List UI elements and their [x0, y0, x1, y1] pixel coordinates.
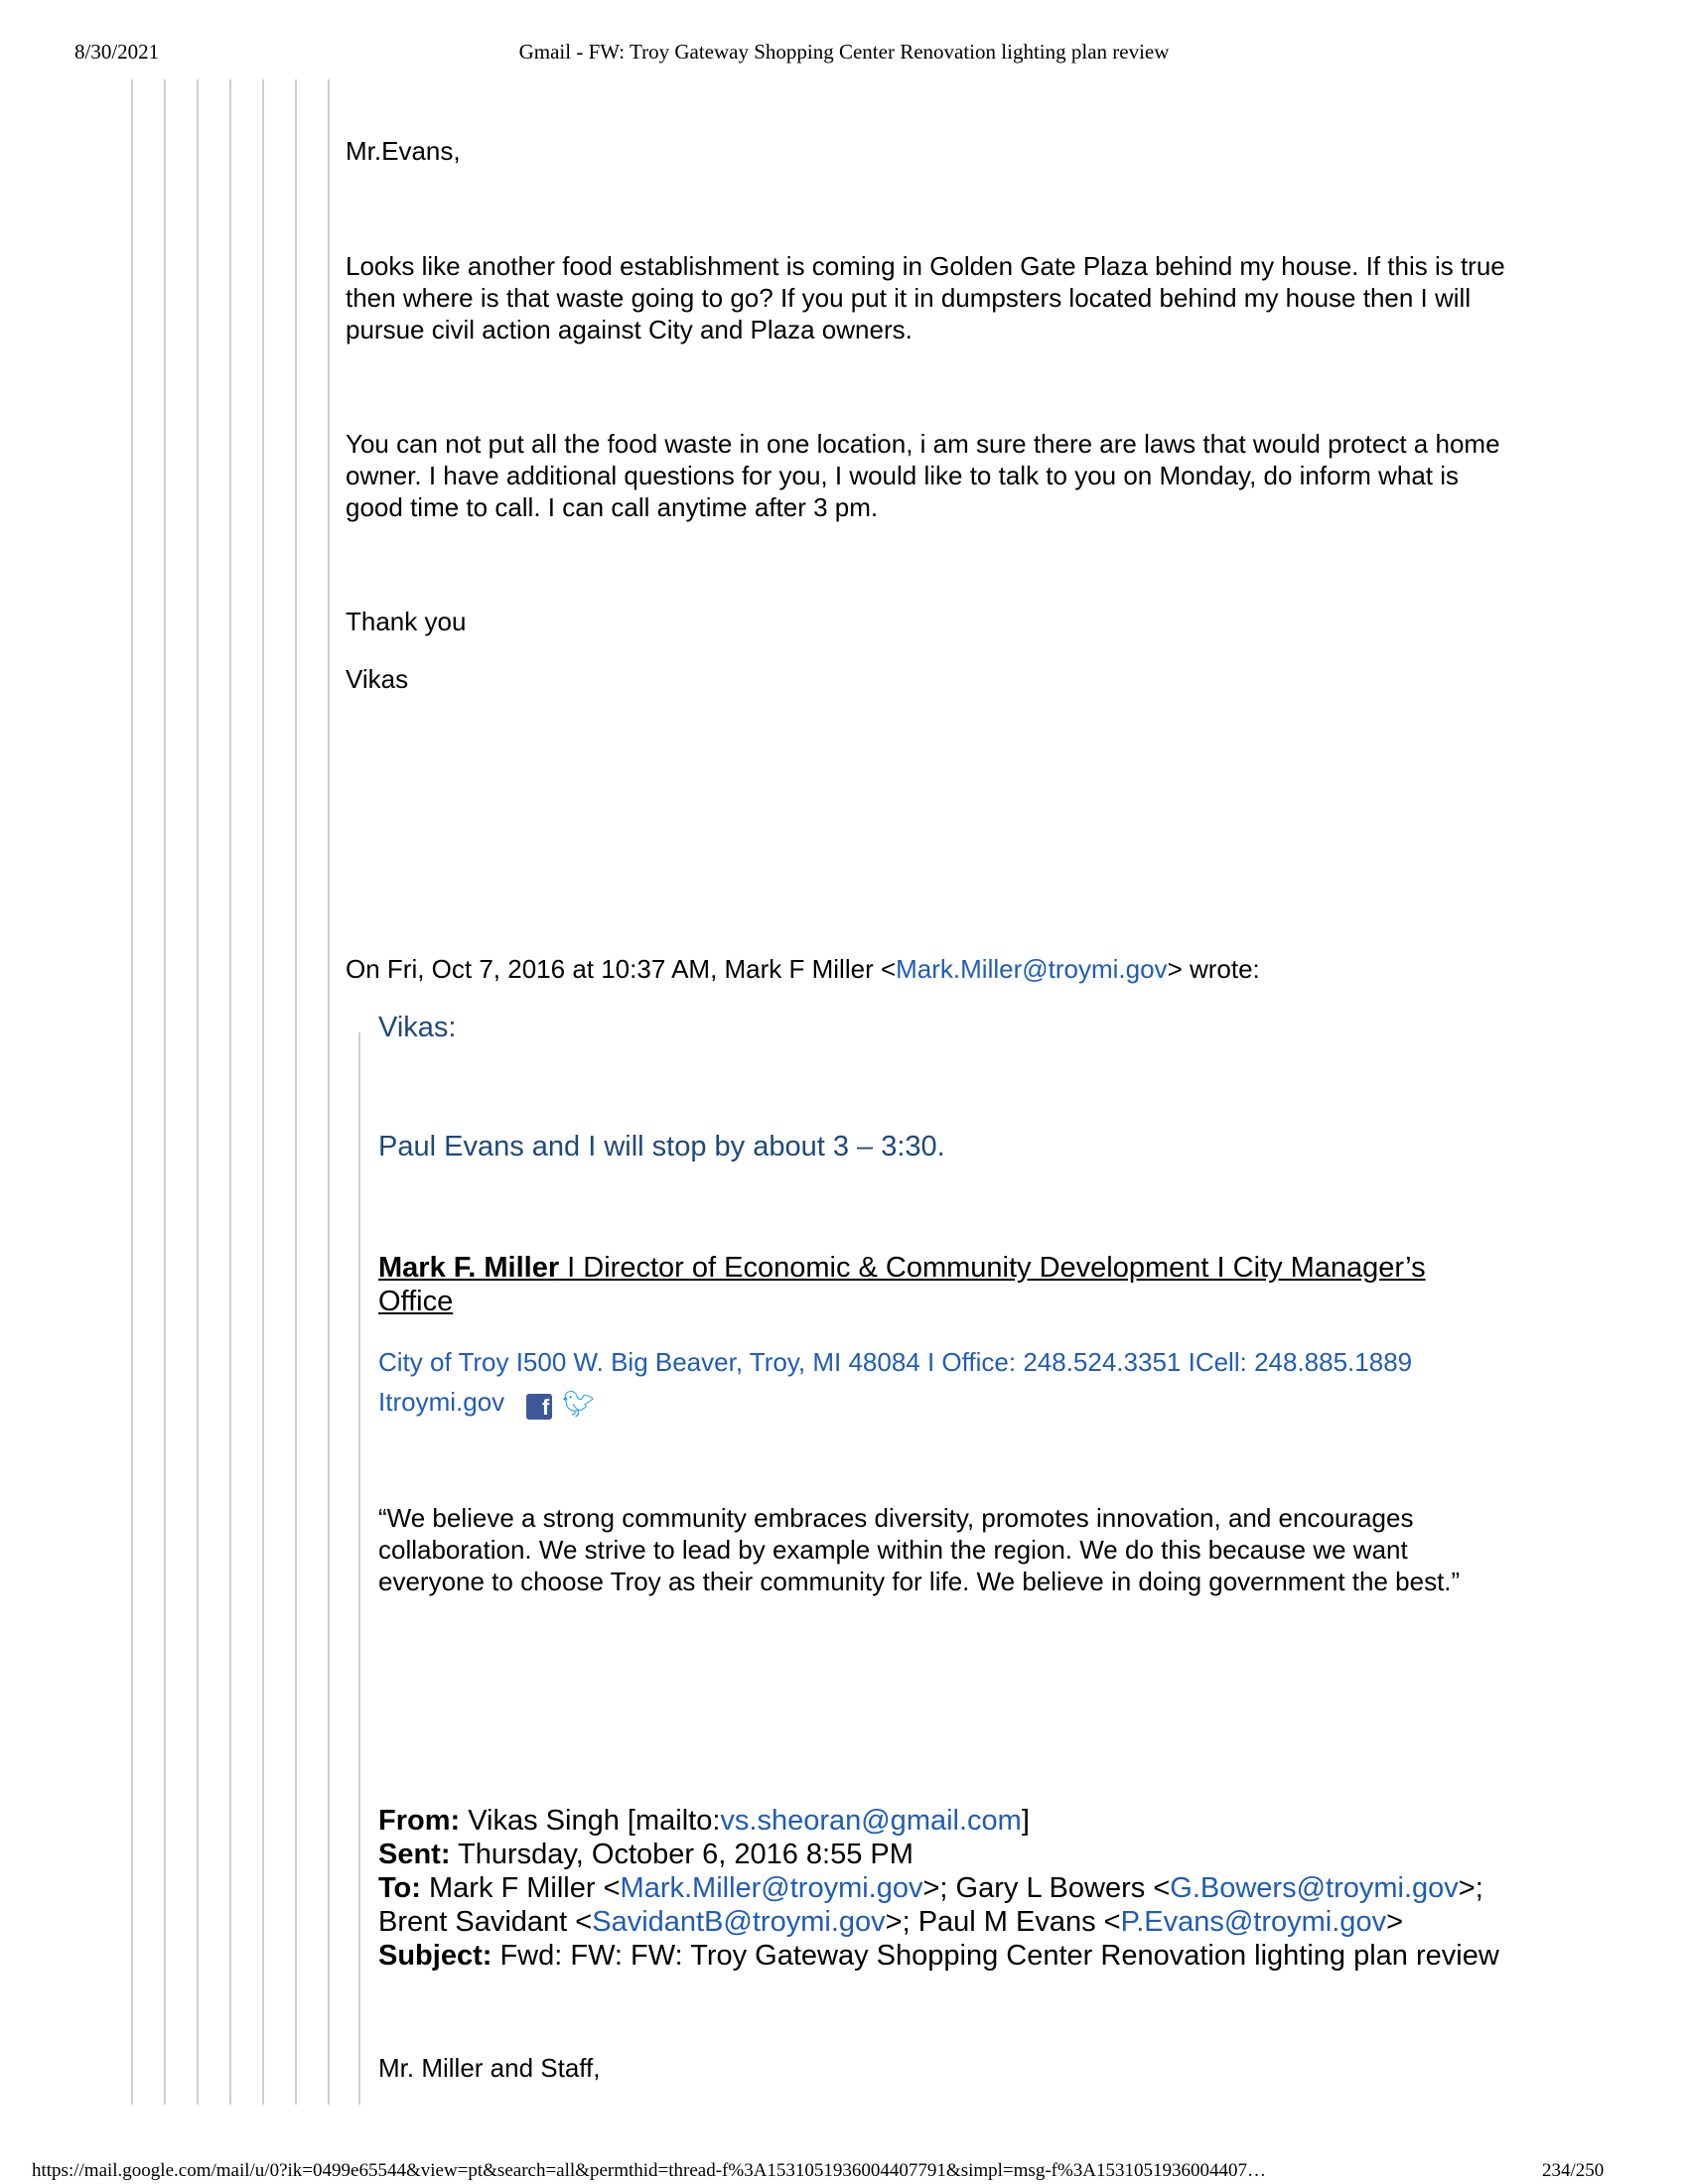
print-date: 8/30/2021: [74, 40, 160, 64]
contact-text: I: [378, 1387, 386, 1417]
page-url: https://mail.google.com/mail/u/0?ik=0499e65544&view=pt&search=all&permthid=thread-f%3A1531051936004407791&simpl=msg-f%3A1531051936004407…: [32, 2160, 1267, 2181]
subject-value: Fwd: FW: FW: Troy Gateway Shopping Center Renovation lighting plan review: [492, 1940, 1499, 1972]
quote-attribution: [346, 953, 1260, 985]
email-link[interactable]: Mark.Miller@troymi.gov: [620, 1872, 923, 1904]
from-label: From:: [378, 1805, 461, 1837]
contact-text: City of Troy I: [378, 1347, 523, 1377]
from-value: Vikas Singh [mailto:: [460, 1805, 721, 1837]
website-link[interactable]: troymi.gov: [385, 1387, 505, 1417]
email-link[interactable]: vs.sheoran@gmail.com: [720, 1805, 1022, 1837]
to-value: Brent Savidant <: [378, 1906, 593, 1938]
to-value: >; Gary L Bowers <: [922, 1872, 1171, 1904]
reply-signature: [378, 1251, 1426, 1318]
email-link[interactable]: P.Evans@troymi.gov: [1120, 1906, 1387, 1938]
text-line: Looks like another food establishment is coming in Golden Gate Plaza behind my house. If this is true: [346, 251, 1505, 281]
forwarded-greeting: Mr. Miller and Staff,: [378, 2053, 601, 2083]
attribution-text: > wrote:: [1167, 954, 1260, 984]
text-line: everyone to choose Troy as their community for life. We believe in doing government the best.”: [378, 1567, 1461, 1596]
quote-line: [164, 79, 166, 2105]
signature-name: Mark F. Miller: [378, 1252, 560, 1284]
contact-text: ICell:: [1181, 1347, 1255, 1377]
text-line: owner. I have additional questions for you, I would like to talk to you on Monday, do inform what is: [346, 461, 1460, 490]
reply-body: Paul Evans and I will stop by about 3 – 3:30.: [378, 1131, 945, 1162]
text-line: “We believe a strong community embraces diversity, promotes innovation, and encourages: [378, 1503, 1414, 1533]
email-link[interactable]: Mark.Miller@troymi.gov: [896, 954, 1168, 984]
forwarded-header: [378, 1804, 1499, 1973]
address-link[interactable]: 500 W. Big Beaver, Troy, MI 48084: [522, 1347, 920, 1377]
subject-label: Subject:: [378, 1940, 492, 1972]
text-line: collaboration. We strive to lead by example within the region. We do this because we want: [378, 1535, 1408, 1565]
reply-quote: [378, 1502, 1460, 1597]
page-title: Gmail - FW: Troy Gateway Shopping Center Renovation lighting plan review: [518, 40, 1170, 64]
quote-line: [131, 79, 133, 2105]
message-signature: Vikas: [346, 664, 409, 694]
to-value: >;: [1458, 1872, 1483, 1904]
message-closing: Thank you: [346, 607, 467, 636]
text-line: You can not put all the food waste in one location, i am sure there are laws that would protect a home: [346, 429, 1500, 459]
text-line: pursue civil action against City and Plaza owners.: [346, 315, 913, 344]
signature-title: Office: [378, 1286, 454, 1317]
cell-phone-link[interactable]: 248.885.1889: [1254, 1347, 1413, 1377]
contact-block: [378, 1342, 1412, 1422]
message-paragraph-2: [346, 428, 1500, 523]
page-number: 234/250: [1542, 2160, 1605, 2181]
to-label: To:: [378, 1872, 421, 1904]
quote-line: [328, 79, 330, 2105]
contact-text: I Office:: [919, 1347, 1024, 1377]
text-line: good time to call. I can call anytime after 3 pm.: [346, 492, 879, 522]
quote-line-inner: [358, 1032, 360, 2105]
to-value: >; Paul M Evans <: [885, 1906, 1121, 1938]
facebook-icon[interactable]: f: [526, 1394, 552, 1420]
from-value: ]: [1021, 1805, 1030, 1837]
to-value: >: [1386, 1906, 1404, 1938]
attribution-text: On Fri, Oct 7, 2016 at 10:37 AM, Mark F Miller <: [346, 954, 897, 984]
email-link[interactable]: SavidantB@troymi.gov: [592, 1906, 886, 1938]
message-paragraph-1: [346, 250, 1505, 345]
sent-value: Thursday, October 6, 2016 8:55 PM: [450, 1839, 914, 1870]
signature-title: I Director of Economic & Community Development I City Manager’s: [559, 1252, 1426, 1284]
sent-label: Sent:: [378, 1839, 451, 1870]
quote-line: [229, 79, 231, 2105]
email-link[interactable]: G.Bowers@troymi.gov: [1170, 1872, 1459, 1904]
quote-line: [262, 79, 264, 2105]
quote-line: [197, 79, 199, 2105]
to-value: Mark F Miller <: [420, 1872, 621, 1904]
text-line: then where is that waste going to go? If you put it in dumpsters located behind my house then I will: [346, 283, 1472, 313]
reply-salutation: Vikas:: [378, 1012, 457, 1043]
office-phone-link[interactable]: 248.524.3351: [1023, 1347, 1182, 1377]
quote-line: [295, 79, 297, 2105]
twitter-icon[interactable]: 🐦︎: [562, 1389, 596, 1419]
message-greeting: Mr.Evans,: [346, 136, 461, 166]
